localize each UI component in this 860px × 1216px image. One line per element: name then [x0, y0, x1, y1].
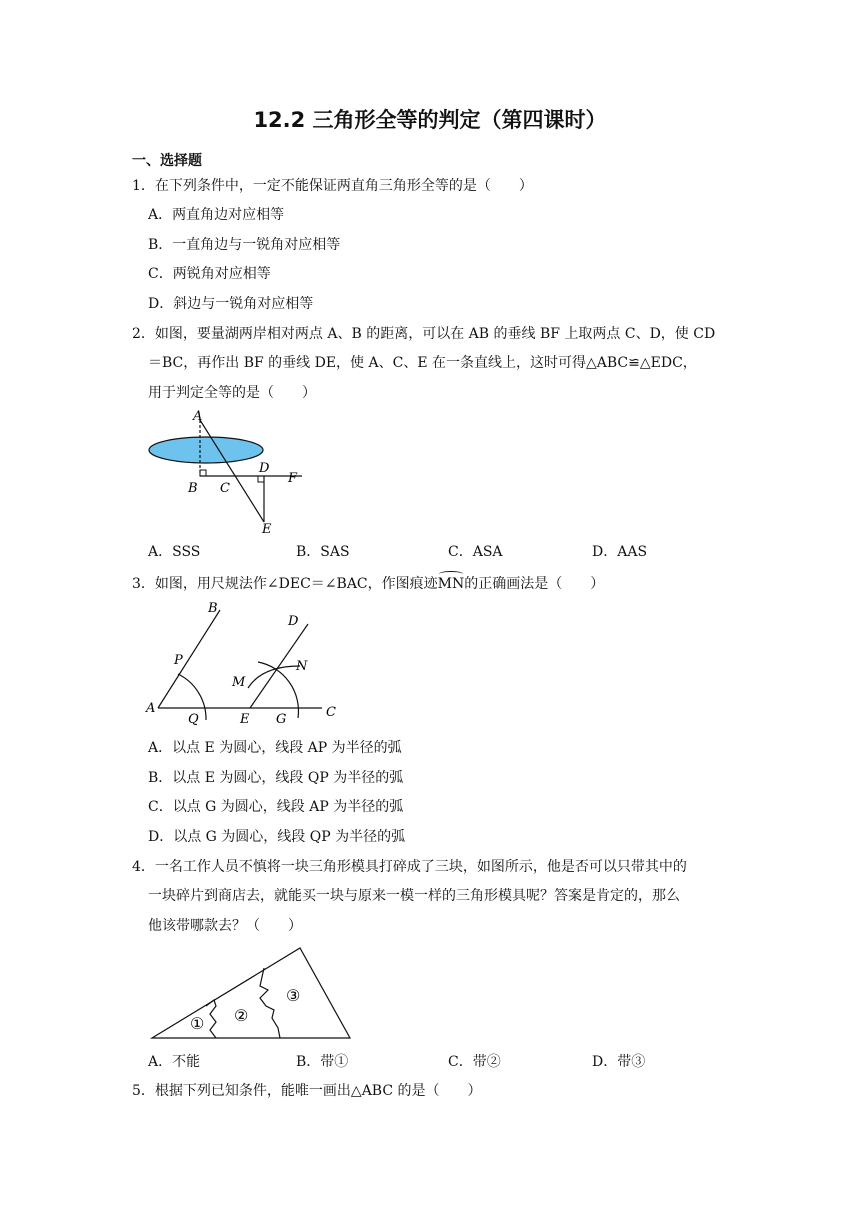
right-angle-b: [200, 470, 206, 476]
option-c: C．以点 G 为圆心，线段 AP 为半径的弧: [148, 799, 404, 815]
label-b: B: [188, 481, 198, 496]
label-m: M: [232, 675, 246, 690]
question-4-line-3: 他该带哪款去？（ ）: [148, 918, 302, 934]
label-a: A: [193, 409, 203, 424]
label-e: E: [262, 522, 272, 536]
question-2-line-2: ＝BC，再作出 BF 的垂线 DE，使 A、C、E 在一条直线上，这时可得△ABC≌△EDC，: [148, 355, 697, 371]
option-b: B．以点 E 为圆心，线段 QP 为半径的弧: [148, 770, 404, 786]
option-b: B．带①: [296, 1054, 349, 1070]
option-c: C．ASA: [448, 544, 503, 560]
piece-label-2: ②: [234, 1006, 249, 1025]
arc-mn-symbol: [438, 572, 465, 594]
question-3: [132, 572, 604, 594]
option-a: A．不能: [148, 1054, 201, 1070]
question-number: 1．: [132, 178, 155, 194]
question-number: 3．: [132, 576, 155, 592]
question-number: 5．: [132, 1083, 155, 1099]
label-b: B: [208, 601, 218, 616]
piece-label-3: ③: [286, 986, 301, 1005]
question-text: 根据下列已知条件，能唯一画出△ABC 的是（ ）: [154, 1083, 482, 1099]
arc-mark: [439, 571, 464, 577]
label-a: A: [146, 701, 156, 716]
question-4-options: [148, 1052, 708, 1072]
arc-eg: [258, 662, 298, 718]
piece-label-1: ①: [190, 1014, 205, 1033]
label-g: G: [276, 712, 287, 727]
option-b: B．一直角边与一锐角对应相等: [148, 237, 341, 253]
ray-ab: [158, 610, 220, 708]
arc-label: MN: [437, 576, 465, 592]
arc-mn: [248, 666, 300, 688]
compass-figure: [140, 596, 350, 728]
question-4-line-1: [132, 857, 687, 877]
question-4-line-2: 一块碎片到商店去，就能买一块与原来一模一样的三角形模具呢？答案是肯定的，那么: [148, 888, 680, 904]
option-a: A．以点 E 为圆心，线段 AP 为半径的弧: [148, 740, 402, 756]
option-c: C．带②: [448, 1054, 501, 1070]
lake-figure: [140, 406, 310, 536]
label-d: D: [288, 614, 299, 629]
option-a: A．两直角边对应相等: [148, 207, 285, 223]
section-heading: 一、选择题: [132, 153, 202, 169]
question-text-after: 的正确画法是（ ）: [464, 576, 605, 592]
option-d: D．以点 G 为圆心，线段 QP 为半径的弧: [148, 829, 406, 845]
option-d: D．带③: [592, 1054, 646, 1070]
lake-ellipse: [149, 437, 263, 463]
label-c: C: [220, 481, 230, 496]
option-d: D．斜边与一锐角对应相等: [148, 296, 314, 312]
question-number: 2．: [132, 326, 155, 342]
question-number: 4．: [132, 859, 155, 875]
label-f: F: [288, 471, 298, 486]
triangle-outline: [152, 948, 350, 1038]
label-d: D: [259, 461, 270, 476]
right-angle-d: [258, 476, 264, 482]
label-q: Q: [188, 712, 199, 727]
label-p: P: [174, 653, 183, 668]
label-e: E: [240, 712, 250, 727]
line-ae: [200, 420, 264, 522]
option-d: D．AAS: [592, 544, 648, 560]
question-2-line-1: [132, 324, 715, 344]
question-2-line-3: 用于判定全等的是（ ）: [148, 385, 316, 401]
question-text: 在下列条件中，一定不能保证两直角三角形全等的是（ ）: [154, 178, 533, 194]
broken-triangle-figure: [146, 940, 356, 1044]
crack-2: [260, 968, 280, 1038]
question-5: [132, 1081, 482, 1101]
question-2-options: [148, 542, 708, 562]
crack-1: [206, 1000, 216, 1038]
question-text: 一名工作人员不慎将一块三角形模具打碎成了三块，如图所示，他是否可以只带其中的: [154, 859, 687, 875]
option-c: C．两锐角对应相等: [148, 266, 271, 282]
question-1: [132, 176, 533, 196]
question-text: 如图，要量湖两岸相对两点 A、B 的距离，可以在 AB 的垂线 BF 上取两点 C、D，使 CD: [154, 326, 716, 342]
question-text: 如图，用尺规法作∠DEC＝∠BAC，作图痕迹: [154, 576, 438, 592]
label-n: N: [296, 659, 308, 674]
option-a: A．SSS: [148, 544, 201, 560]
option-b: B．SAS: [296, 544, 350, 560]
page-title: 12.2 三角形全等的判定（第四课时）: [253, 108, 607, 132]
label-c: C: [326, 705, 336, 720]
